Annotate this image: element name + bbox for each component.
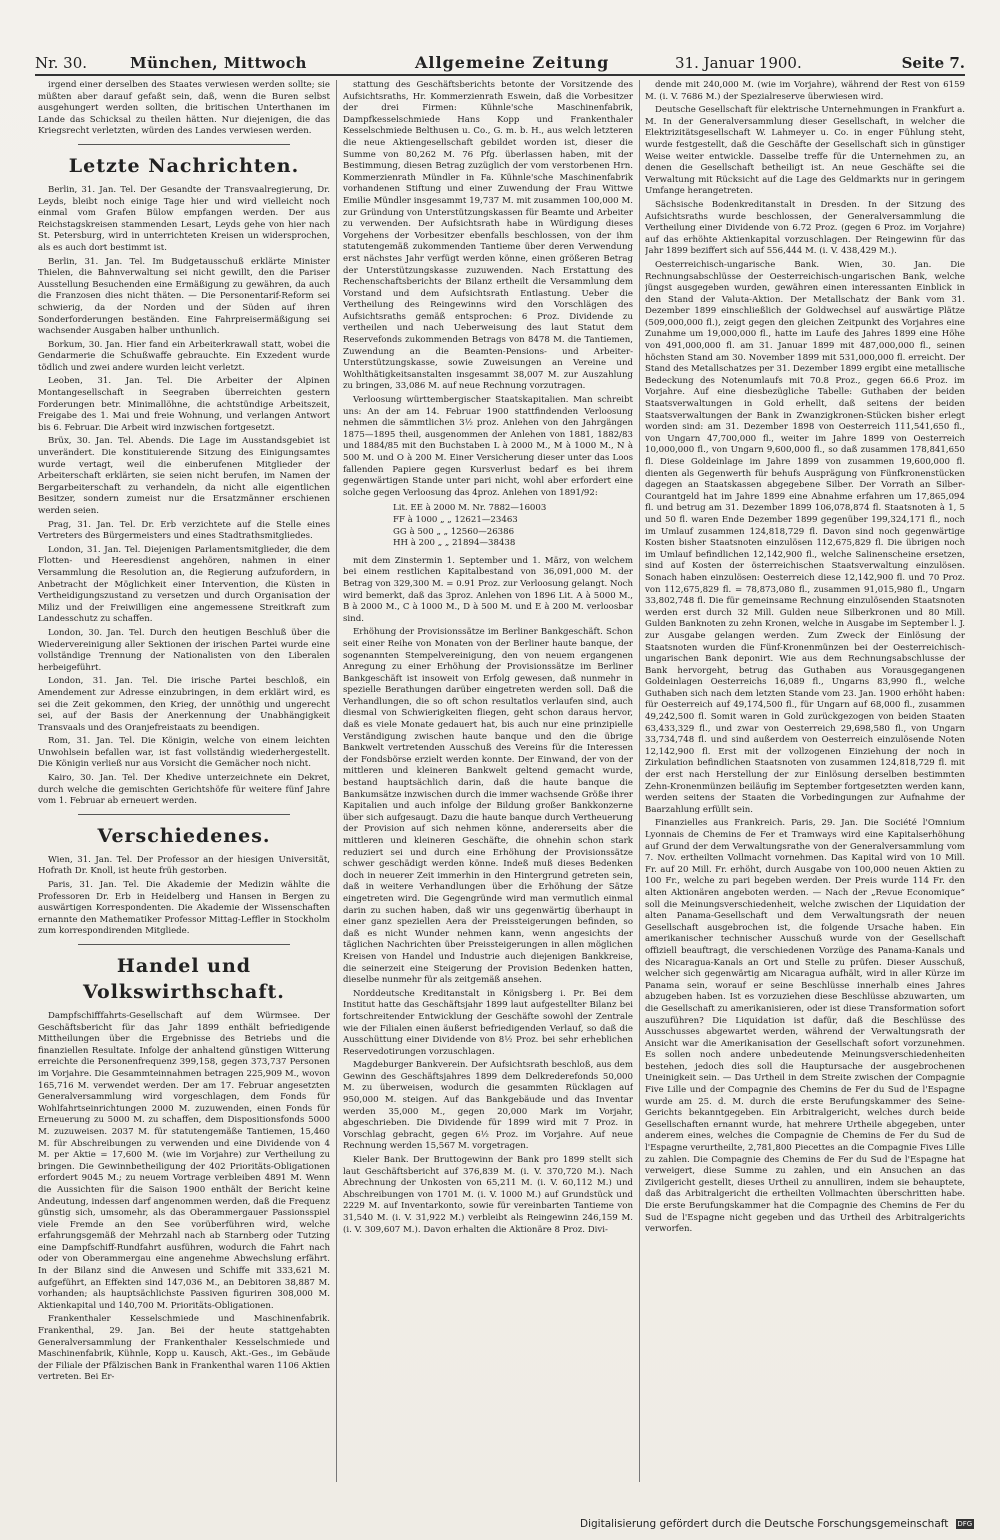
loan-table [393,503,633,549]
news-item: Frankenthaler Kesselschmiede und Maschinenfabrik. Frankenthal, 29. Jan. Bei der heute stattgehabten Generalversammlung der Frankenthaler Kesselschmiede und Maschinenfabrik, Kühnle, Kopp u. Kausch, Akt.-Ges., im Gebäude der Filiale der Pfälzischen Bank in Frankenthal waren 1106 Aktien vertreten. Bei Er- [38,1314,330,1383]
news-item: London, 30. Jan. Tel. Durch den heutigen Beschluß über die Wiedervereinigung aller Sektionen der irischen Partei wurde eine vollständige Trennung der Nationalisten von den Liberalen herbeigeführt. [38,627,330,673]
page-header [35,52,965,76]
news-item: London, 31. Jan. Tel. Diejenigen Parlamentsmitglieder, die dem Flotten- und Heeresdienst angehören, nahmen in einer Versammlung die Resolution an, die Regierung aufzufordern, in Anbetracht der Möglichkeit einer Intervention, die Küsten in Vertheidigungszustand zu versetzen und durch Organisation der Miliz und der Freiwilligen eine angemessene Streitkraft zum Landesschutz zu schaffen. [38,544,330,625]
table-row: FF à 1000 „ „ 12621—23463 [393,514,518,525]
digitization-footer [580,1515,980,1533]
news-item: Wien, 31. Jan. Tel. Der Professor an der hiesigen Universität, Hofrath Dr. Knoll, ist heute früh gestorben. [38,854,330,877]
news-item: Kairo, 30. Jan. Tel. Der Khedive unterzeichnete ein Dekret, durch welche die gemischten Gerichtshöfe für weitere fünf Jahre vom 1. Februar ab erneuert werden. [38,773,330,807]
section-heading: Letzte Nachrichten. [68,154,300,177]
place-day: München, Mittwoch [130,54,307,72]
article-text: stattung des Geschäftsberichts betonte der Vorsitzende des Aufsichtsraths, Hr. Kommerzienrath Eswein, daß die Vorbesitzer der drei Firmen: Kühnle'sche Maschinenfabrik, Dampfkesselschmiede Hans Kopp und Frankenthaler Kesselschmiede Belthusen u. Co., G. m. b. H., aus welch letzteren die neue Aktiengesellschaft gebildet worden ist, dieser die Summe von 80,262 M. 76 Pfg. überlassen haben, mit der Bestimmung, diesen Betrag zuzüglich der vom verstorbenen Hrn. Kommerzienrath Mündler in Fa. Kühnle'sche Maschinenfabrik vorhandenen Stiftung und einer Zuwendung der Frau Wittwe Emilie Mündler insgesammt 19,737 M. mit zusammen 100,000 M. zur Gründung von Unterstützungskassen für Beamte und Arbeiter zu verwenden. Der Aufsichtsrath habe in Würdigung dieses Vorgehens der Vorbesitzer ebenfalls beschlossen, von der ihm statutengemäß zukommenden Tantieme über deren Verwendung erst nächstes Jahr verfügt werden könne, einen größeren Betrag der Unterstützungskasse zuzuwenden. Nach Erstattung des Rechenschaftsberichts der Bilanz ertheilt die Versammlung dem Vorstand und dem Aufsichtsrath Entlastung. Ueber die Vertheilung des Reingewinns wird den Vorschlägen des Aufsichtsraths gemäß entsprochen: 6 Proz. Dividende zu vertheilen und nach Ueberweisung des laut Statut dem Reservefonds zukommenden Betrags von 8478 M. die Tantiemen, Zuwendung an die Beamten-Pensions- und Arbeiter-Unterstützungskasse, sowie Zuweisungen an Vereine und Wohlthätigkeitsanstalten insgesammt 38,007 M. zur Auszahlung zu bringen, 33,086 M. auf neue Rechnung vorzutragen. [343,80,633,392]
issue-date: 31. Januar 1900. [675,54,802,72]
article-text: irgend einer derselben des Staates verwiesen werden sollte; sie müßten aber darauf gefaßt sein, daß, wenn die Buren selbst ausgehungert werden sollten, die britischen Unterthanen im Lande das Schicksal zu theilen hätten. Nur diejenigen, die das Kriegsrecht verletzten, würden des Landes verwiesen werden. [38,80,330,137]
column-rule [336,80,337,1482]
column-2 [343,80,633,1482]
footer-text: Digitalisierung gefördert durch die Deutsche Forschungsgemeinschaft [580,1518,949,1530]
section-heading: Handel und Volkswirthschaft. [83,955,285,1003]
news-item: Berlin, 31. Jan. Tel. Im Budgetausschuß erklärte Minister Thielen, die Bahnverwaltung sei nicht gewillt, den die Pariser Ausstellung Besuchenden eine Ermäßigung zu gewähren, da auch die Franzosen dies nicht thäten. — Die Personentarif-Reform sei schwierig, da der Norden und der Süden auf ihren Sonderforderungen beständen. Eine Fahrpreisermäßigung sei wachsender Ausgaben halber unthunlich. [38,256,330,337]
article-text: mit dem Zinstermin 1. September und 1. März, von welchem bei einem restlichen Kapitalbestand von 36,091,000 M. der Betrag von 329,300 M. = 0.91 Proz. zur Verloosung gelangt. Noch wird bemerkt, daß das 3proz. Anlehen von 1896 Lit. A à 5000 M., B à 2000 M., C à 1000 M., D à 500 M. und E à 200 M. verloosbar sind. [343,555,633,624]
news-item: Norddeutsche Kreditanstalt in Königsberg i. Pr. Bei dem Institut hatte das Geschäftsjahr 1899 laut aufgestellter Bilanz bei fortschreitender Entwicklung der Geschäfte sowohl der Zentrale wie der Filialen einen äußerst befriedigenden Verlauf, so daß die Ausschüttung einer Dividende von 8½ Proz. bei sehr erheblichen Reservedotirungen vorzuschlagen. [343,988,633,1057]
news-item: Sächsische Bodenkreditanstalt in Dresden. In der Sitzung des Aufsichtsraths wurde beschlossen, der Generalversammlung die Vertheilung einer Dividende von 6.72 Proz. (gegen 6 Proz. im Vorjahre) auf das erhöhte Aktienkapital vorzuschlagen. Der Reingewinn für das Jahr 1899 beziffert sich auf 556,444 M. (i. V. 438,429 M.). [645,199,965,257]
news-item: Erhöhung der Provisionssätze im Berliner Bankgeschäft. Schon seit einer Reihe von Monaten von der Berliner haute banque, der sogenannten Stempelvereinigung, den von neuem ergangenen Anregung zu einer Erhöhung der Provisionssätze im Berliner Bankgeschäft ist insoweit von Erfolg gewesen, daß nunmehr in spezielle Berathungen darüber eingetreten werden soll. Daß die Verhandlungen, die so oft schon resultatlos verlaufen sind, auch diesmal von Schwierigkeiten fliegen, geht schon daraus hervor, daß es viele Monate gedauert hat, bis auch nur eine prinzipielle Verständigung zwischen haute banque und den die übrige Bankwelt vertretenden Ausschuß des Vereins für die Interessen der Fondsbörse erzielt werden konnte. Der Einwand, der von der mittleren und kleineren Bankwelt geltend gemacht wurde, bestand hauptsächlich darin, daß die haute banque die Bankumsätze inzwischen durch die immer wachsende Größe ihrer Kapitalien und auch infolge der Bildung großer Bankkonzerne über sich aufgesaugt. Dazu die haute banque durch Vertheuerung der Provision auf sich nehmen könne, andererseits aber die mittleren und kleineren Geschäfte, die ohnehin schon stark reduziert sei und durch eine Erhöhung der Provisionssätze schwer geschädigt werden könne. Indeß muß dieses Bedenken doch in neuerer Zeit immerhin in den Hintergrund getreten sein, daß in weitere Verhandlungen über die Erhöhung der Sätze eingetreten wird. Die Gegengründe wird man vermutlich einmal darin zu suchen haben, daß wir uns gegenwärtig überhaupt in einer ganz speziellen Aera der Preissteigerungen befinden, so daß es nicht Wunder nehmen kann, wenn angesichts der täglichen Nachrichten über Preissteigerungen in allen möglichen Kreisen von Handel und Industrie auch diejenigen Bankkreise, die seinerzeit eine Steigerung der Provision Bedenken hatten, dieselbe nunmehr für als zeitgemäß ansehen. [343,627,633,986]
divider [78,144,290,145]
article-text: dende mit 240,000 M. (wie im Vorjahre), während der Rest von 6159 M. (i. V. 7686 M.) der Spezialreserve überwiesen wird. [645,80,965,102]
news-item: London, 31. Jan. Tel. Die irische Partei beschloß, ein Amendement zur Adresse einzubringen, in dem erklärt wird, es sei die Zeit gekommen, den Krieg, der unnöthig und ungerecht sei, auf der Basis der Anerkennung der Unabhängigkeit Transvaals und des Oranjefreistaats zu beendigen. [38,676,330,733]
table-row: GG à 500 „ „ 12560—26386 [393,526,515,537]
divider [78,944,290,945]
news-item: Oesterreichisch-ungarische Bank. Wien, 30. Jan. Die Rechnungsabschlüsse der Oesterreichisch-ungarischen Bank, welche jüngst ausgegeben wurden, gewähren einen interessanten Einblick in den Stand der Valuta-Aktion. Der Metallschatz der Bank vom 31. Dezember 1899 einschließlich der Goldwechsel auf auswärtige Plätze (509,000,000 fl.), zeigt gegen den gleichen Zeitpunkt des Vorjahres eine Zunahme um 19,000,000 fl., hatte im Laufe des Jahres 1899 eine Höhe von 491,000,000 fl. am 31. Januar 1899 mit 487,000,000 fl., seinen höchsten Stand am 30. November 1899 mit 531,000,000 fl. erreicht. Der Stand des Metallschatzes per 31. Dezember 1899 ergibt eine metallische Bedeckung des Notenumlaufs mit 70.8 Proz., gegen 66.6 Proz. im Vorjahre. Auf eine diesbezügliche Tabelle: Guthaben der beiden Staatsverwaltungen in Gold erhellt, daß seitens der beiden Staatsverwaltungen der Bank in Zwanzigkronen-Stücken bisher erlegt worden sind: am 31. Dezember 1898 von Oesterreich 111,541,650 fl., von Ungarn 47,700,000 fl., weiter im Jahre 1899 von Oesterreich 10,000,000 fl., von Ungarn 9,600,000 fl., so daß zusammen 178,841,650 fl. Diese Goldeinlage im Jahre 1899 von zusammen 19,600,000 fl. dienten als Gegenwerth für behufs Ausprägung von Fünfkronenstücken dagegen an Staatskassen abgegebene Silber. Der Vorrath an Silber-Courantgeld hat im Jahre 1899 eine Abnahme erfahren um 17,865,094 fl. und betrug am 31. Dezember 1899 106,078,874 fl. Staatsnoten à 1, 5 und 50 fl. waren Ende Dezember 1899 gegenüber 199,324,171 fl., noch im Umlauf zusammen 124,818,729 fl. Davon sind noch gegenwärtige Kosten bisher Staatsnoten einzulösen 112,675,829 fl. Die übrigen noch im Umlauf befindlichen 12,142,900 fl., welche Salinenscheine ersetzen, sind auf Kosten der österreichischen Staatsverwaltung einzulösen. Sonach haben einzulösen: Oesterreich diese 12,142,900 fl. und 70 Proz. von 112,675,829 fl. = 78,873,080 fl., zusammen 91,015,980 fl., Ungarn 33,802,748 fl. Die für gemeinsame Rechnung einzulösenden Staatsnoten werden erst durch 32 Mill. Gulden neue Silberkronen und 80 Mill. Gulden Banknoten zu zehn Kronen, welche in Ausgabe im September l. J. zur Ausgabe gelangen werden. Zum Zweck der Einlösung der Staatsnoten wurden die Fünf-Kronenmünzen bei der Oesterreichisch-ungarischen Bank deponirt. Wie aus dem Rechnungsabschlusse der Bank hervorgeht, betrug das Guthaben aus Vorausgegangenen Goldeinlagen Oesterreichs 16,089 fl., Ungarns 83,990 fl., welche Guthaben sich nach dem letzten Stande vom 23. Jan. 1900 erhöht haben: für Oesterreich auf 49,174,500 fl., für Ungarn auf 68,000 fl., zusammen 49,242,500 fl. Somit waren in Gold zurückgezogen von beiden Staaten 63,433,329 fl., und zwar von Oesterreich 29,698,580 fl., von Ungarn 33,734,748 fl. und sind außerdem von Oesterreich einzulösende Noten 12,142,900 fl. Erst mit der vollzogenen Einziehung der noch in Zirkulation befindlichen Staatsnoten von zusammen 124,818,729 fl. mit der erst nach Herstellung der zur Einlösung derselben bestimmten Zehn-Kronenmünzen beiläufig im September fortgesetzten werden kann, werden seitens der Staaten die Vorbedingungen zur Aufnahme der Baarzahlung erfüllt sein. [645,259,965,815]
page-number: Seite 7. [901,54,965,72]
section-heading: Verschiedenes. [97,824,271,847]
news-item: Borkum, 30. Jan. Hier fand ein Arbeiterkrawall statt, wobei die Gendarmerie die Schußwaffe gebrauchte. Ein Exzedent wurde tödlich und zwei andere wurden leicht verletzt. [38,339,330,373]
news-item: Rom, 31. Jan. Tel. Die Königin, welche von einem leichten Unwohlsein befallen war, ist fast vollständig wiederhergestellt. Die Königin verließ nur aus Vorsicht die Gemächer noch nicht. [38,736,330,770]
column-3 [645,80,965,1482]
dfg-logo-icon: DFG [957,1520,973,1528]
news-item: Verloosung württembergischer Staatskapitalien. Man schreibt uns: An der am 14. Februar 1900 stattfindenden Verloosung nehmen die sämmtlichen 3½ proz. Anlehen von den Jahrgängen 1875—1895 theil, ausgenommen der Anlehen von 1881, 1882/83 und 1884/85 mit den Buchstaben L à 2000 M., M à 1000 M., N à 500 M. und O à 200 M. Einer Versicherung dieser unter das Loos fallenden Papiere gegen Kursverlust bedarf es bei ihrem gegenwärtigen Stande unter pari nicht, wohl aber erfordert eine solche gegen Verloosung das 4proz. Anlehen von 1891/92: [343,395,633,498]
news-item: Leoben, 31. Jan. Tel. Die Arbeiter der Alpinen Montangesellschaft in Seegraben überreichten gestern Forderungen betr. Minimallöhne, die achtstündige Arbeitszeit, Freigabe des 1. Mai und freie Wohnung, und verlangen Antwort bis 6. Februar. Die Arbeit wird inzwischen fortgesetzt. [38,376,330,433]
news-item: Berlin, 31. Jan. Tel. Der Gesandte der Transvaalregierung, Dr. Leyds, bleibt noch einige Tage hier und wird vielleicht noch einmal vom Grafen Bülow empfangen werden. Der aus Reichstagskreisen stammenden Lesart, Leyds gehe von hier nach St. Petersburg, wird in unterrichteten Kreisen un widersprochen, als es auch dort bestimmt ist. [38,184,330,253]
column-rule [639,80,640,1482]
divider [78,814,290,815]
news-item: Brüx, 30. Jan. Tel. Abends. Die Lage im Ausstandsgebiet ist unverändert. Die konstituierende Sitzung des Einigungsamtes wurde vertagt, weil die einberufenen Mitglieder der Arbeiterschaft erklärten, sie seien nicht berufen, im Namen der Bergarbeiterschaft zu verhandeln, da nicht alle eigentlichen Besitzer, sondern zumeist nur die Ersatzmänner erschienen werden seien. [38,436,330,516]
news-item: Magdeburger Bankverein. Der Aufsichtsrath beschloß, aus dem Gewinn des Geschäftsjahres 1899 dem Delkrederefonds 50,000 M. zu überweisen, wodurch die gesammten Rücklagen auf 950,000 M. steigen. Auf das Bankgebäude und das Inventar werden 35,000 M., gegen 20,000 Mark im Vorjahr, abgeschrieben. Die Dividende für 1899 wird mit 7 Proz. in Vorschlag gebracht, gegen 6½ Proz. im Vorjahre. Auf neue Rechnung werden 15,567 M. vorgetragen. [343,1060,633,1152]
news-item: Kieler Bank. Der Bruttogewinn der Bank pro 1899 stellt sich laut Geschäftsbericht auf 376,839 M. (i. V. 370,720 M.). Nach Abrechnung der Unkosten von 65,211 M. (i. V. 60,112 M.) und Abschreibungen von 1701 M. (i. V. 1000 M.) auf Grundstück und 2229 M. auf Inventarkonto, sowie für vereinbarten Tantieme von 31,540 M. (i. V. 31,922 M.) verbleibt als Reingewinn 246,159 M. (i. V. 309,607 M.). Davon erhalten die Aktionäre 8 Proz. Divi- [343,1155,633,1235]
news-item: Paris, 31. Jan. Tel. Die Akademie der Medizin wählte die Professoren Dr. Erb in Heidelberg und Hansen in Bergen zu auswärtigen Korrespondenten. Die Akademie der Wissenschaften ernannte den Mathematiker Professor Mittag-Leffler in Stockholm zum korrespondirenden Mitgliede. [38,880,330,937]
news-item: Prag, 31. Jan. Tel. Dr. Erb verzichtete auf die Stelle eines Vertreters des Bürgermeisters und eines Stadtrathsmitgliedes. [38,519,330,542]
table-row: Lit. EE à 2000 M. Nr. 7882—16003 [393,503,547,514]
news-item: Dampfschifffahrts-Gesellschaft auf dem Würmsee. Der Geschäftsbericht für das Jahr 1899 enthält befriedigende Mittheilungen über die Ergebnisse des Betriebs und die finanziellen Resultate. Infolge der anhaltend günstigen Witterung erreichte die Personenfrequenz 399,158, gegen 373,737 Personen im Vorjahre. Die Gesammteinnahmen betragen 225,909 M., wovon 165,716 M. verwendet werden. Der am 17. Februar angesetzten Generalversammlung wird vorgeschlagen, dem Fonds für Wohlfahrtseinrichtungen 2000 M. zuzuwenden, einen Fonds für Erneuerung zu 5000 M. zu schaffen, dem Dispositionsfonds 5000 M. zuzuweisen. 2037 M. für statutengemäße Tantiemen, 15,460 M. für Abschreibungen zu verwenden und eine Dividende von 4 M. per Aktie = 17,600 M. (wie im Vorjahre) zur Vertheilung zu bringen. Die Gewinnbetheiligung der 402 Prioritäts-Obligationen erfordert 9045 M.; zu neuem Vortrage verbleiben 4891 M. Wenn die Aussichten für die Saison 1900 enthält der Bericht keine Andeutung, indessen darf angenommen werden, daß die Frequenz günstig sich, umsomehr, als das Oberammergauer Passionsspiel viele Fremde an den See vorüberführen wird, welche erfahrungsgemäß der Mehrzahl nach ab Starnberg oder Tutzing eine Dampfschiff-Rundfahrt ausführen, wodurch die Fahrt nach oder von Oberammergau eine angenehme Abwechslung erfährt. In der Bilanz sind die Anwesen und Schiffe mit 333,621 M. aufgeführt, an Effekten sind 147,036 M., an Debitoren 38,887 M. vorhanden; als hauptsächlichste Passiven figuriren 308,000 M. Aktienkapital und 140,700 M. Prioritäts-Obligationen. [38,1011,330,1311]
table-row: HH à 200 „ „ 21894—38438 [393,538,516,549]
news-item: Finanzielles aus Frankreich. Paris, 29. Jan. Die Société l'Omnium Lyonnais de Chemins de Fer et Tramways wird eine Kapitalserhöhung auf Grund der dem Verwaltungsrathe von der Generalversammlung vom 7. Nov. ertheilten Vollmacht vornehmen. Das Kapital wird von 10 Mill. Fr. auf 20 Mill. Fr. erhöht, durch Ausgabe von 100,000 neuen Aktien zu 100 Fr., welche zu pari begeben werden. Der Preis wurde 114 Fr. den alten Aktionären angeboten werden. — Nach der „Revue Economique“ soll die Meinungsverschiedenheit, welche zwischen der Liquidation der alten Panama-Gesellschaft und dem Verwaltungsrath der neuen Gesellschaft ausgebrochen ist, die folgende Ursache haben. Ein amerikanischer technischer Ausschuß wurde von der Gesellschaft offiziell beauftragt, die verschiedenen Vorzüge des Panama-Kanals und des Nicaragua-Kanals an Ort und Stelle zu prüfen. Dieser Ausschuß, welcher sich gegenwärtig am Nicaragua aufhält, wird in aller Kürze im Panama sein, worauf er seine Beschlüsse innerhalb eines Jahres abzugeben haben. Ist es vorzuziehen diese Beschlüsse abzuwarten, um die Gesellschaft zu amerikanisieren, oder ist diese Transformation sofort auszuführen? Die Liquidation ist dafür, daß die Beschlüsse des Ausschusses abgewartet werden, während der Verwaltungsrath der Ansicht war die Amerikanisation der Gesellschaft sofort vorzunehmen. Es sollen noch andere unbedeutende Meinungsverschiedenheiten bestehen, jedoch dies soll die Hauptursache der ausgebrochenen Uneinigkeit sein. — Das Urtheil in dem Streite zwischen der Compagnie Five Lille und der Compagnie des Chemins de Fer du Sud de l'Espagne wurde am 25. d. M. durch die erste Berufungskammer des Seine-Gerichts bekanntgegeben. Ein Arbitralgericht, welches durch beide Gesellschaften ernannt wurde, hat mehrere Urtheile abgegeben, unter anderem eines, welches die Compagnie de Chemins de Fer du Sud de l'Espagne verurtheilte, 2,781,800 Piecettes an die Compagnie Fives Lille zu zahlen. Die Compagnie des Chemins de Fer du Sud de l'Espagne hat verweigert, diese Summe zu zahlen, und ein Ansuchen an das Zivilgericht gestellt, dieses Urtheil zu annulliren, indem sie behauptete, daß das Arbitralgericht die ertheilten Vollmachten überschritten habe. Die erste Berufungskammer hat die Compagnie des Chemins de Fer du Sud de l'Espagne nicht gegeben und das Urtheil des Arbitralgerichts verworfen. [645,818,965,1235]
column-1 [38,80,330,1482]
news-item: Deutsche Gesellschaft für elektrische Unternehmungen in Frankfurt a. M. In der Generalversammlung dieser Gesellschaft, in welcher die Elektrizitätsgesellschaft W. Lahmeyer u. Co. in enger Fühlung steht, wurde festgestellt, daß die Geschäfte der Gesellschaft sich in günstiger Weise weiter entwickle. Dasselbe treffe für die Unternehmen zu, an denen die Gesellschaft betheiligt ist. An neue Geschäfte sei die Verwaltung mit Rücksicht auf die Lage des Geldmarkts nur in geringem Umfange herangetreten. [645,105,965,197]
newspaper-title: Allgemeine Zeitung [415,53,610,72]
issue-number: Nr. 30. [35,54,88,72]
